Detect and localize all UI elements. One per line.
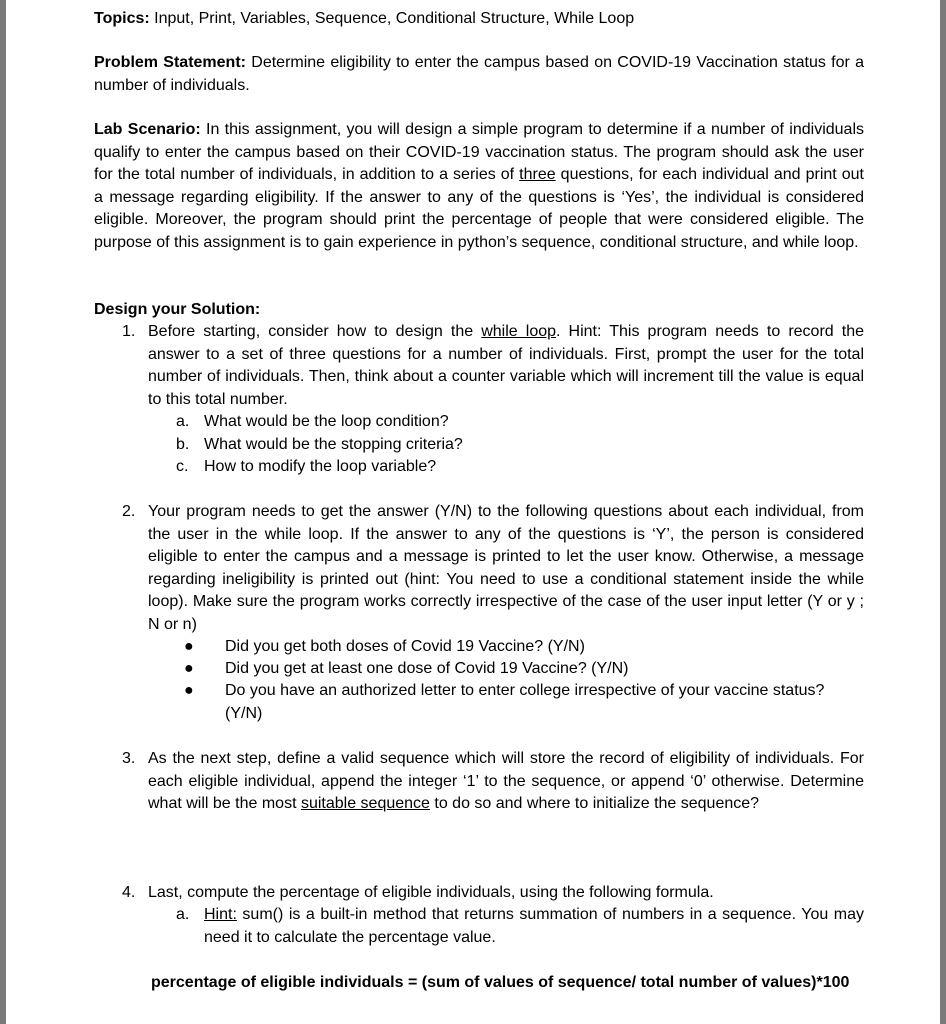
step-4-number: 4. xyxy=(122,884,136,901)
step-1-sub-b-label: b. xyxy=(176,436,190,453)
step-4-hint: Hint: sum() is a built-in method that returns summation of numbers in a sequence. You may need it to calculate the percentage value. xyxy=(204,906,864,946)
scenario-label: Lab Scenario: xyxy=(94,121,201,138)
problem-text: Determine eligibility to enter the campus based on COVID-19 Vaccination status for a number of individuals. xyxy=(94,54,864,94)
bullet-dot: ● xyxy=(184,638,194,655)
problem-statement xyxy=(94,52,864,97)
topics-line xyxy=(94,8,864,31)
step-1-text: Before starting, consider how to design the while loop. Hint: This program needs to record the answer to a set of three questions for a number of individuals. First, prompt the user for the total number of individuals. Then, think about a counter variable which will increment till the value is equal to this total number. xyxy=(148,323,865,408)
problem-label: Problem Statement: xyxy=(94,54,246,71)
document-page xyxy=(6,0,940,1024)
step-1-sub-b: What would be the stopping criteria? xyxy=(204,436,463,453)
topics-text: Input, Print, Variables, Sequence, Conditional Structure, While Loop xyxy=(149,10,635,27)
step-2-number: 2. xyxy=(122,503,136,520)
step-1-number: 1. xyxy=(122,323,136,340)
step-2-text: Your program needs to get the answer (Y/N) to the following questions about each individual, from the user in the while loop. If the answer to any of the questions is ‘Y’, the person is considered eligible to enter the campus and a message is printed to let the user know. Otherwise, a message regarding ineligibility is printed out (hint: You need to use a conditional statement inside the while loop). Make sure the program works correctly irrespective of the case of the user input letter (Y or y ; N or n) xyxy=(148,503,864,633)
topics-label: Topics: xyxy=(94,10,150,27)
step-1-sub-c-label: c. xyxy=(176,458,189,475)
step-4-sub-a-label: a. xyxy=(176,906,190,923)
step-3-text: As the next step, define a valid sequence which will store the record of eligibility of individuals. For each eligible individual, append the integer ‘1’ to the sequence, or append ‘0’ otherwise. Determine what will be the most suitable sequence to do so and where to initialize the sequence? xyxy=(148,750,864,812)
question-3: Do you have an authorized letter to enter college irrespective of your vaccine status? (Y/N) xyxy=(225,682,825,722)
question-2: Did you get at least one dose of Covid 19 Vaccine? (Y/N) xyxy=(225,660,629,677)
question-1: Did you get both doses of Covid 19 Vaccine? (Y/N) xyxy=(225,638,585,655)
bullet-dot: ● xyxy=(184,682,194,699)
design-heading: Design your Solution: xyxy=(94,301,261,318)
scenario-underlined: three xyxy=(519,166,556,183)
percentage-formula: percentage of eligible individuals = (sum of values of sequence/ total number of values)*100 xyxy=(151,974,850,991)
step-1-sub-a: What would be the loop condition? xyxy=(204,413,449,430)
step-3-number: 3. xyxy=(122,750,136,767)
lab-scenario: Lab Scenario: In this assignment, you will design a simple program to determine if a number of individuals qualify to enter the campus based on their COVID-19 vaccination status. The program should ask the user for the total number of individuals, in addition to a series of three questions, for each individual and print out a message regarding eligibility. If the answer to any of the questions is ‘Yes’, the individual is considered eligible. Moreover, the program should print the percentage of people that were considered eligible. The purpose of this assignment is to gain experience in python’s sequence, conditional structure, and while loop. xyxy=(94,121,865,251)
step-1-sub-c: How to modify the loop variable? xyxy=(204,458,437,475)
bullet-dot: ● xyxy=(184,660,194,677)
step-4-text: Last, compute the percentage of eligible individuals, using the following formula. xyxy=(148,884,714,901)
step-1-sub-a-label: a. xyxy=(176,413,190,430)
